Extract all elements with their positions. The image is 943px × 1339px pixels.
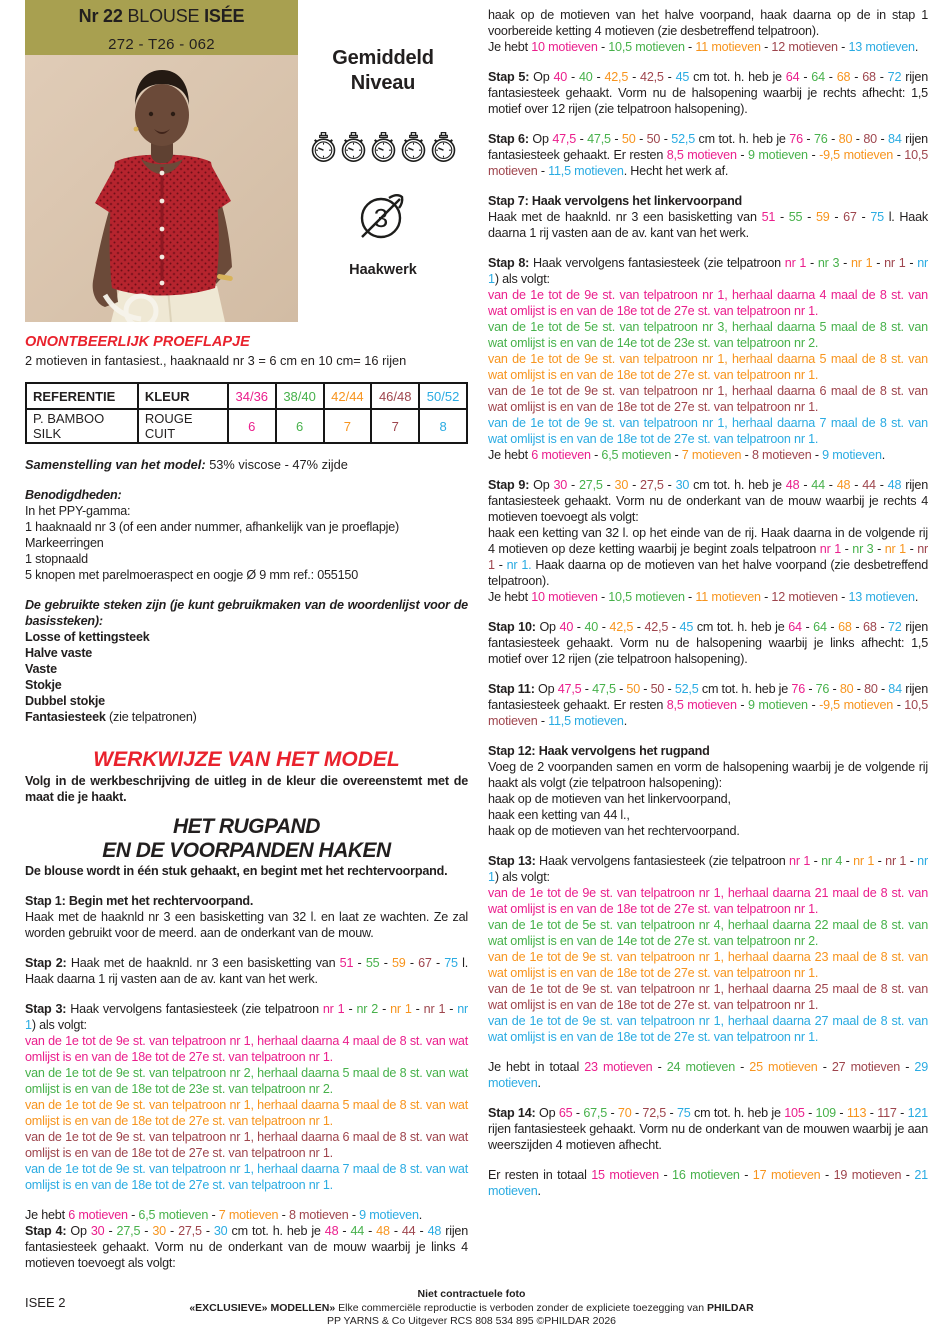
pattern-code: 272 - T26 - 062: [108, 36, 215, 53]
text-paragraph: Vaste: [25, 662, 57, 676]
time-rating: [298, 132, 468, 163]
text-paragraph: Stokje: [25, 678, 62, 692]
footer-line-2: «EXCLUSIEVE» MODELLEN» Elke commerciële reproductie is verboden zonder de expliciete toezegging van PHILDAR: [189, 1301, 754, 1314]
quantity-cell: 7: [324, 409, 372, 443]
step-8: Stap 8: Haak vervolgens fantasiesteek (zie telpatroon nr 1 - nr 3 - nr 1 - nr 1 - nr 1) als volgt:: [488, 256, 929, 286]
gauge-heading: ONONTBEERLIJK PROEFLAPJE: [25, 334, 250, 350]
text-paragraph: EN DE VOORPANDEN HAKEN: [102, 839, 391, 862]
text-paragraph: van de 1e tot de 9e st. van telpatroon nr 1, herhaal daarna 6 maal de 8 st. van wat omlijst is en van de 18e tot de 27e st. van telpatroon nr 1.: [25, 1130, 468, 1160]
step-2: Stap 2: Haak met de haaknld. nr 3 een basisketting van 51 - 55 - 59 - 67 - 75 l. Haak daarna 1 rij vasten aan de av. kant van het werk.: [25, 956, 469, 986]
text-paragraph: van de 1e tot de 5e st. van telpatroon nr 4, herhaal daarna 22 maal de 8 st. van wat omlijst is en van de 14e tot de 27e st. van telpatroon nr 2.: [488, 918, 928, 948]
text-paragraph: van de 1e tot de 9e st. van telpatroon nr 1, herhaal daarna 7 maal de 8 st. van wat omlijst is en van de 18e tot de 27e st. van telpatroon nr 1.: [25, 1162, 468, 1192]
stopwatch-icon: [310, 132, 337, 163]
text-paragraph: van de 1e tot de 9e st. van telpatroon nr 1, herhaal daarna 21 maal de 8 st. van wat omlijst is en van de 18e tot de 27e st. van telpatroon nr 1.: [488, 886, 928, 916]
stopwatch-icon: [430, 132, 457, 163]
text-paragraph: Je hebt in totaal 23 motieven - 24 motieven - 25 motieven - 27 motieven - 29 motieven.: [488, 1060, 928, 1090]
title-band: [25, 0, 298, 55]
step-12: Stap 12: Haak vervolgens het rugpand: [488, 744, 710, 758]
quantity-cell: 6: [228, 409, 276, 443]
step-1: Stap 1: Begin met het rechtervoorpand.: [25, 894, 254, 908]
text-paragraph: 1 stopnaald: [25, 552, 88, 566]
stitches-heading: De gebruikte steken zijn (je kunt gebruikmaken van de woordenlijst voor de basissteken):: [25, 598, 468, 628]
text-paragraph: van de 1e tot de 9e st. van telpatroon nr 1, herhaal daarna 4 maal de 8 st. van wat omlijst is en van de 18e tot de 27e st. van telpatroon nr 1.: [488, 288, 928, 318]
stopwatch-icon: [400, 132, 427, 163]
section-heading-rugpand: HET RUGPAND: [173, 815, 320, 838]
color-header-cell: KLEUR: [138, 383, 228, 409]
text-paragraph: Losse of kettingsteek: [25, 630, 150, 644]
model-photo: [25, 55, 298, 322]
text-paragraph: haak op de motieven van het linkervoorpand,: [488, 792, 731, 806]
text-paragraph: haak een ketting van 32 l. op het einde van de rij. Haak daarna in de volgende rij 4 motieven op deze ketting waarbij je begint zoals telpatroon nr 1 - nr 3 - nr 1 - nr 1 - nr 1. Haak daarna op de motieven van het halve voorpand (zie desbetreffend telpatroon).: [488, 526, 929, 588]
size-header-cell: 46/48: [371, 383, 419, 409]
stopwatch-icon: [340, 132, 367, 163]
size-header-cell: 50/52: [419, 383, 467, 409]
size-header-cell: 42/44: [324, 383, 372, 409]
text-paragraph: van de 1e tot de 5e st. van telpatroon nr 3, herhaal daarna 5 maal de 8 st. van wat omlijst is en van de 14e tot de 23e st. van telpatroon nr 2.: [488, 320, 928, 350]
size-header-cell: 38/40: [276, 383, 324, 409]
header-row: [25, 0, 468, 322]
text-paragraph: Je hebt 6 motieven - 6,5 motieven - 7 motieven - 8 motieven - 9 motieven.: [488, 448, 886, 462]
footer: [0, 1288, 943, 1329]
step-7: Stap 7: Haak vervolgens het linkervoorpand: [488, 194, 743, 208]
section-heading-werkwijze: WERKWIJZE VAN HET MODEL: [93, 748, 400, 771]
text-paragraph: Haak met de haaknld. nr 3 een basisketting van 51 - 55 - 59 - 67 - 75 l. Haak daarna 1 rij vasten aan de av. kant van het werk.: [488, 210, 928, 240]
yarn-table-header-row: [26, 383, 467, 409]
text-paragraph: haak op de motieven van het halve voorpand, haak daarna op de in stap 1 voorbereide ketting 4 motieven (zie desbetreffend telpatroon).: [488, 8, 928, 38]
text-paragraph: Haak met de haaknld nr 3 een basisketting van 32 l. en laat ze wachten. Ze zal worden gebruikt voor de meerd. aan de onderkant van de mouw.: [25, 910, 468, 940]
yarn-table-data-row: [26, 409, 467, 443]
meta-column: [298, 0, 468, 322]
text-paragraph: van de 1e tot de 9e st. van telpatroon nr 1, herhaal daarna 5 maal de 8 st. van wat omlijst is en van de 18e tot de 27e st. van telpatroon nr 1.: [488, 352, 928, 382]
text-paragraph: van de 1e tot de 9e st. van telpatroon nr 1, herhaal daarna 4 maal de 8 st. van wat omlijst is en van de 18e tot de 27e st. van telpatroon nr 1.: [25, 1034, 468, 1064]
text-paragraph: van de 1e tot de 9e st. van telpatroon nr 1, herhaal daarna 23 maal de 8 st. van wat omlijst is en van de 18e tot de 27e st. van telpatroon nr 1.: [488, 950, 928, 980]
left-text-flow: [25, 487, 468, 1271]
text-paragraph: Je hebt 10 motieven - 10,5 motieven - 11 motieven - 12 motieven - 13 motieven.: [488, 590, 919, 604]
step-14: Stap 14: Op 65 - 67,5 - 70 - 72,5 - 75 cm tot. h. heb je 105 - 109 - 113 - 117 - 121 rijen fantasiesteek gehaakt. Vorm nu de onderkant van de mouwen waarbij je aan weerszijden 4 motieven afhecht.: [488, 1106, 928, 1152]
craft-label: Haakwerk: [349, 262, 417, 278]
step-6: Stap 6: Op 47,5 - 47,5 - 50 - 50 - 52,5 cm tot. h. heb je 76 - 76 - 80 - 80 - 84 rijen fantasiesteek gehaakt. Er resten 8,5 motieven - 9 motieven - -9,5 motieven - 10,5 motieven - 11,5 motieven. Hecht het werk af.: [488, 132, 929, 178]
step-13: Stap 13: Haak vervolgens fantasiesteek (zie telpatroon nr 1 - nr 4 - nr 1 - nr 1 - nr 1) als volgt:: [488, 854, 928, 884]
text-paragraph: Halve vaste: [25, 646, 93, 660]
difficulty-line1: Gemiddeld: [332, 47, 434, 69]
quantity-cell: 7: [371, 409, 419, 443]
text-paragraph: De blouse wordt in één stuk gehaakt, en begint met het rechtervoorpand.: [25, 864, 448, 878]
text-paragraph: Fantasiesteek (zie telpatronen): [25, 710, 197, 724]
quantity-cell: 8: [419, 409, 467, 443]
text-paragraph: Dubbel stokje: [25, 694, 105, 708]
text-paragraph: Markeerringen: [25, 536, 104, 550]
text-paragraph: van de 1e tot de 9e st. van telpatroon nr 1, herhaal daarna 27 maal de 8 st. van wat omlijst is en van de 18e tot de 27e st. van telpatroon nr 1.: [488, 1014, 928, 1044]
text-paragraph: Je hebt 6 motieven - 6,5 motieven - 7 motieven - 8 motieven - 9 motieven.: [25, 1208, 423, 1222]
text-paragraph: van de 1e tot de 9e st. van telpatroon nr 1, herhaal daarna 5 maal de 8 st. van wat omlijst is en van de 18e tot de 27e st. van telpatroon nr 1.: [25, 1098, 468, 1128]
pattern-title: Nr 22 BLOUSE ISÉE: [78, 6, 245, 26]
right-column: [488, 7, 928, 1199]
text-paragraph: Er resten in totaal 15 motieven - 16 motieven - 17 motieven - 19 motieven - 21 motieven.: [488, 1168, 928, 1198]
text-paragraph: Volg in de werkbeschrijving de uitleg in de kleur die overeenstemt met de maat die je haakt.: [25, 774, 468, 804]
text-paragraph: van de 1e tot de 9e st. van telpatroon nr 1, herhaal daarna 6 maal de 8 st. van wat omlijst is en van de 18e tot de 27e st. van telpatroon nr 1.: [488, 384, 928, 414]
yarn-reference-cell: P. BAMBOO SILK: [26, 409, 138, 443]
footer-line-1: Niet contractuele foto: [417, 1288, 526, 1300]
composition-line: Samenstelling van het model: 53% viscose - 47% zijde: [25, 457, 348, 472]
yarn-color-cell: ROUGE CUIT: [138, 409, 228, 443]
text-paragraph: In het PPY-gamma:: [25, 504, 131, 518]
step-4: Stap 4: Op 30 - 27,5 - 30 - 27,5 - 30 cm tot. h. heb je 48 - 44 - 48 - 44 - 48 rijen fantasiesteek gehaakt. Vorm nu de onderkant van de mouw waarbij je links 4 motieven toevoegt als volgt:: [25, 1224, 469, 1270]
footer-line-3: PP YARNS & Co Uitgever RCS 808 534 895 ©PHILDAR 2026: [326, 1315, 617, 1327]
left-column: [25, 0, 468, 1271]
hook-size-icon: [298, 187, 468, 248]
text-paragraph: 5 knopen met parelmoeraspect en oogje Ø 9 mm ref.: 055150: [25, 568, 359, 582]
step-11: Stap 11: Op 47,5 - 47,5 - 50 - 50 - 52,5 cm tot. h. heb je 76 - 76 - 80 - 80 - 84 rijen fantasiesteek gehaakt. Er resten 8,5 motieven - 9 motieven - -9,5 motieven - 10,5 motieven - 11,5 motieven.: [488, 682, 929, 728]
photo-stack: [25, 0, 298, 322]
step-9: Stap 9: Op 30 - 27,5 - 30 - 27,5 - 30 cm tot. h. heb je 48 - 44 - 48 - 44 - 48 rijen fantasiesteek gehaakt. Vorm nu de onderkant van de mouw waarbij je rechts 4 motieven toevoegt als volgt:: [488, 478, 929, 524]
page-reference: ISEE 2: [25, 1295, 66, 1310]
text-paragraph: Voeg de 2 voorpanden samen en vorm de halsopening waarbij je de volgende rij haakt als volgt (zie telpatroon halsopening):: [488, 760, 928, 790]
quantity-cell: 6: [276, 409, 324, 443]
text-paragraph: haak een ketting van 44 l.,: [488, 808, 630, 822]
size-header-cell: 34/36: [228, 383, 276, 409]
text-paragraph: haak op de motieven van het rechtervoorpand.: [488, 824, 740, 838]
gauge-text: 2 motieven in fantasiest., haaknaald nr 3 = 6 cm en 10 cm= 16 rijen: [25, 353, 407, 368]
yarn-table: [25, 382, 468, 444]
step-5: Stap 5: Op 40 - 40 - 42,5 - 42,5 - 45 cm tot. h. heb je 64 - 64 - 68 - 68 - 72 rijen fantasiesteek gehaakt. Vorm nu de halsopening waarbij je rechts afhecht: 1,5 motief over 12 rijen (zie telpatroon halsopening).: [488, 70, 929, 116]
supplies-heading: Benodigdheden:: [25, 488, 122, 502]
hook-number: 3: [373, 203, 389, 233]
difficulty-level: [298, 46, 468, 96]
ref-header-cell: REFERENTIE: [26, 383, 138, 409]
step-10: Stap 10: Op 40 - 40 - 42,5 - 42,5 - 45 cm tot. h. heb je 64 - 64 - 68 - 68 - 72 rijen fantasiesteek gehaakt. Vorm nu de halsopening waarbij je links afhecht: 1,5 motief over 12 rijen (zie telpatroon halsopening).: [488, 620, 929, 666]
text-paragraph: Je hebt 10 motieven - 10,5 motieven - 11 motieven - 12 motieven - 13 motieven.: [488, 40, 919, 54]
stopwatch-icon: [370, 132, 397, 163]
text-paragraph: van de 1e tot de 9e st. van telpatroon nr 1, herhaal daarna 7 maal de 8 st. van wat omlijst is en van de 18e tot de 27e st. van telpatroon nr 1.: [488, 416, 928, 446]
text-paragraph: 1 haaknaald nr 3 (of een ander nummer, afhankelijk van je proeflapje): [25, 520, 400, 534]
step-3: Stap 3: Haak vervolgens fantasiesteek (zie telpatroon nr 1 - nr 2 - nr 1 - nr 1 - nr 1) als volgt:: [25, 1002, 469, 1032]
difficulty-line2: Niveau: [350, 72, 416, 94]
text-paragraph: van de 1e tot de 9e st. van telpatroon nr 2, herhaal daarna 5 maal de 8 st. van wat omlijst is en van de 18e tot de 23e st. van telpatroon nr 2.: [25, 1066, 468, 1096]
text-paragraph: van de 1e tot de 9e st. van telpatroon nr 1, herhaal daarna 25 maal de 8 st. van wat omlijst is en van de 18e tot de 27e st. van telpatroon nr 1.: [488, 982, 928, 1012]
